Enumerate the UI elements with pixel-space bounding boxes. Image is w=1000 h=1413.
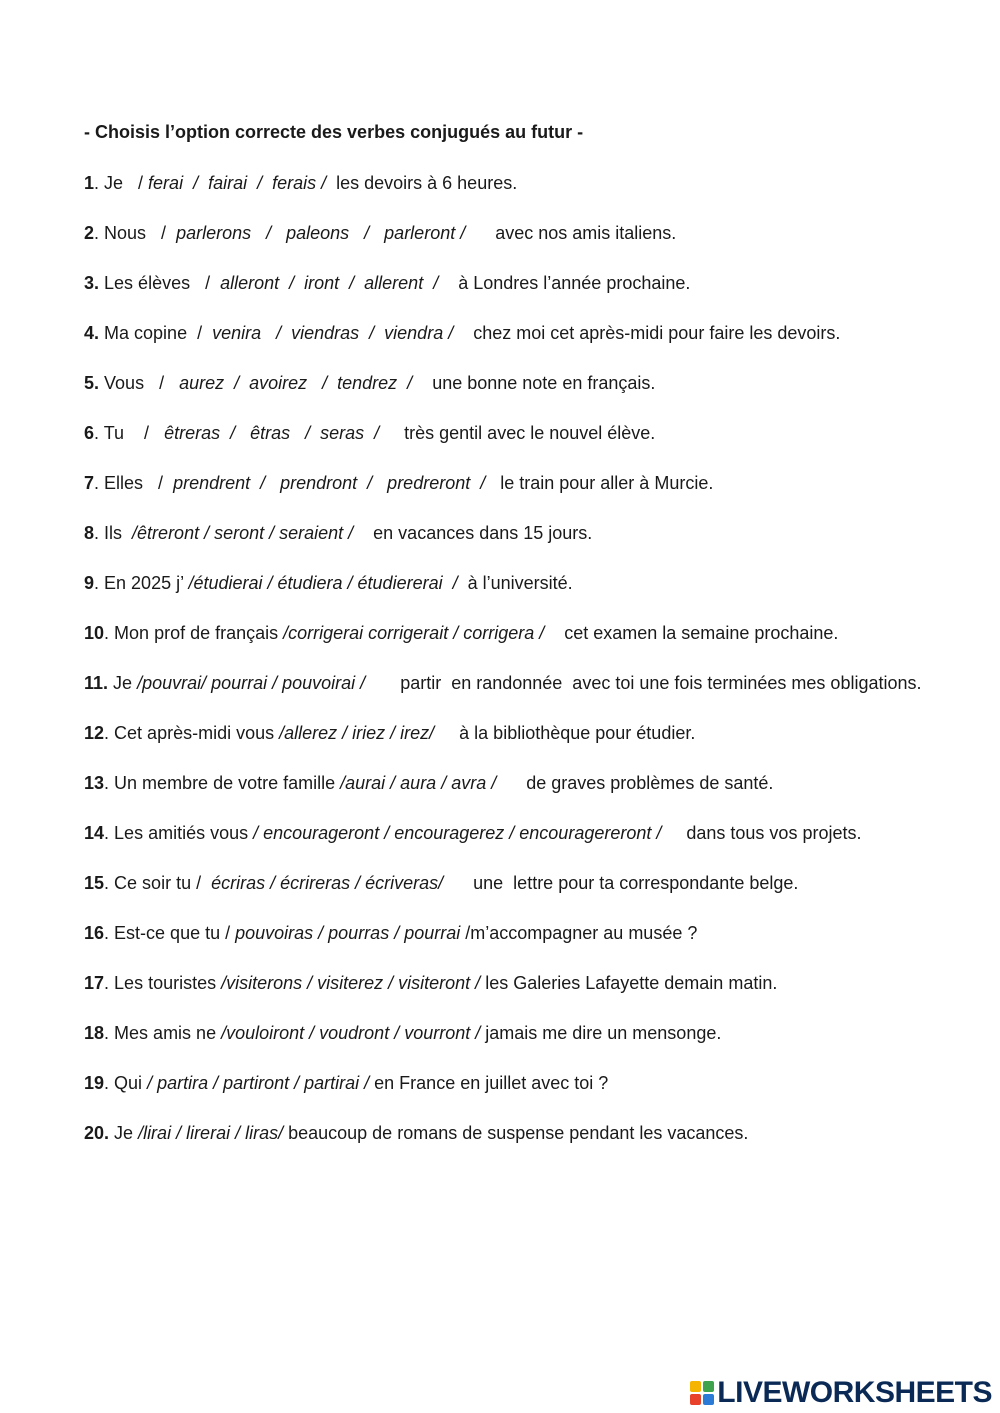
question-continuation: chez moi cet après-midi pour faire les devoirs. — [453, 323, 841, 343]
question-separator: . — [94, 523, 105, 543]
worksheet-title: - Choisis l’option correcte des verbes conjugués au futur - — [84, 122, 584, 142]
question-item — [84, 1020, 944, 1046]
question-separator: . — [94, 173, 105, 193]
question-prompt: Les amitiés vous — [114, 823, 254, 843]
question-item — [84, 770, 944, 796]
logo-tile-yellow — [690, 1381, 701, 1392]
question-item — [84, 1120, 944, 1146]
question-continuation: cet examen la semaine prochaine. — [544, 623, 839, 643]
question-number: 12 — [84, 723, 105, 743]
question-options[interactable]: /étudierai / étudiera / étudiererai / — [188, 573, 458, 593]
question-options[interactable]: /visiterons / visiterez / visiteront / — [221, 973, 481, 993]
question-prompt: Mon prof de français — [114, 623, 284, 643]
question-continuation: les Galeries Lafayette demain matin. — [480, 973, 778, 993]
question-number: 11. — [84, 673, 109, 693]
worksheet — [84, 120, 944, 1170]
question-item — [84, 520, 944, 546]
question-prompt: Je / — [104, 173, 149, 193]
question-number: 1 — [84, 173, 95, 193]
question-prompt: Nous / — [104, 223, 177, 243]
question-options[interactable]: /êtreront / seront / seraient / — [132, 523, 354, 543]
question-options[interactable]: /lirai / lirerai / liras/ — [138, 1123, 284, 1143]
question-item — [84, 570, 944, 596]
question-item — [84, 270, 944, 296]
question-options[interactable]: parlerons / paleons / parleront / — [176, 223, 466, 243]
question-prompt: Les élèves / — [104, 273, 221, 293]
question-number: 7 — [84, 473, 95, 493]
question-continuation: très gentil avec le nouvel élève. — [379, 423, 656, 443]
logo-tile-red — [690, 1394, 701, 1405]
question-prompt: Elles / — [104, 473, 174, 493]
question-item — [84, 220, 944, 246]
question-continuation: jamais me dire un mensonge. — [480, 1023, 722, 1043]
question-options[interactable]: prendrent / prendront / predreront / — [173, 473, 486, 493]
question-options[interactable]: /corrigerai corrigerait / corrigera / — [283, 623, 545, 643]
question-number: 18 — [84, 1023, 105, 1043]
question-number: 15 — [84, 873, 105, 893]
question-separator: . — [104, 1023, 115, 1043]
question-continuation: dans tous vos projets. — [661, 823, 862, 843]
question-continuation: avec nos amis italiens. — [465, 223, 677, 243]
question-separator: . — [94, 573, 105, 593]
question-prompt: Je — [113, 673, 138, 693]
question-separator: . — [104, 823, 115, 843]
question-continuation: en vacances dans 15 jours. — [353, 523, 593, 543]
question-list — [84, 170, 944, 1146]
question-prompt: Les touristes — [114, 973, 222, 993]
question-number: 20. — [84, 1123, 110, 1143]
question-prompt: Tu / — [103, 423, 165, 443]
question-item — [84, 1070, 944, 1096]
question-options[interactable]: pouvoiras / pourras / pourrai — [235, 923, 461, 943]
question-options[interactable]: écriras / écrireras / écriveras/ — [211, 873, 444, 893]
question-item — [84, 820, 944, 846]
question-options[interactable]: êtreras / êtras / seras / — [164, 423, 380, 443]
question-item — [84, 920, 944, 946]
question-number: 17 — [84, 973, 105, 993]
logo-tile-green — [703, 1381, 714, 1392]
liveworksheets-logo-icon — [690, 1381, 714, 1405]
question-separator: . — [94, 223, 105, 243]
question-separator: . — [104, 1073, 115, 1093]
question-prompt: Ce soir tu / — [114, 873, 212, 893]
question-number: 5. — [84, 373, 100, 393]
question-continuation: une lettre pour ta correspondante belge. — [443, 873, 799, 893]
question-prompt: Qui — [114, 1073, 148, 1093]
question-item — [84, 720, 944, 746]
question-continuation: les devoirs à 6 heures. — [326, 173, 518, 193]
question-number: 10 — [84, 623, 105, 643]
question-prompt: Cet après-midi vous — [114, 723, 280, 743]
question-continuation: à Londres l’année prochaine. — [438, 273, 691, 293]
question-number: 3. — [84, 273, 100, 293]
question-item — [84, 320, 944, 346]
question-item — [84, 170, 944, 196]
question-prompt: Ils — [104, 523, 133, 543]
question-number: 14 — [84, 823, 105, 843]
question-item — [84, 970, 944, 996]
question-continuation: à l’université. — [457, 573, 573, 593]
question-options[interactable]: /vouloiront / voudront / vourront / — [221, 1023, 481, 1043]
question-prompt: En 2025 j’ — [104, 573, 189, 593]
question-item — [84, 470, 944, 496]
question-separator: . — [94, 423, 104, 443]
question-prompt: Mes amis ne — [114, 1023, 222, 1043]
question-number: 19 — [84, 1073, 105, 1093]
question-continuation: en France en juillet avec toi ? — [369, 1073, 609, 1093]
question-item — [84, 870, 944, 896]
brand-text: LIVEWORKSHEETS — [717, 1376, 992, 1409]
question-item — [84, 620, 944, 646]
question-prompt: Je — [114, 1123, 139, 1143]
question-prompt: Ma copine / — [104, 323, 213, 343]
question-number: 13 — [84, 773, 105, 793]
question-prompt: Vous / — [104, 373, 180, 393]
question-continuation: le train pour aller à Murcie. — [485, 473, 714, 493]
question-separator: . — [104, 773, 115, 793]
question-prompt: Est-ce que tu / — [114, 923, 236, 943]
logo-tile-blue — [703, 1394, 714, 1405]
question-separator: . — [104, 973, 115, 993]
question-number: 16 — [84, 923, 105, 943]
question-item — [84, 370, 944, 396]
question-prompt: Un membre de votre famille — [114, 773, 341, 793]
question-number: 4. — [84, 323, 100, 343]
question-continuation: une bonne note en français. — [412, 373, 656, 393]
question-separator: . — [104, 723, 115, 743]
question-options[interactable]: / partira / partiront / partirai / — [147, 1073, 370, 1093]
question-continuation: à la bibliothèque pour étudier. — [434, 723, 696, 743]
question-options[interactable]: aurez / avoirez / tendrez / — [179, 373, 413, 393]
question-options[interactable]: / encourageront / encouragerez / encouragereront / — [253, 823, 662, 843]
question-separator: . — [104, 873, 115, 893]
question-separator: . — [104, 623, 115, 643]
question-item — [84, 420, 944, 446]
question-continuation: /m’accompagner au musée ? — [460, 923, 698, 943]
question-continuation: partir en randonnée avec toi une fois terminées mes obligations. — [365, 673, 922, 693]
question-number: 8 — [84, 523, 95, 543]
question-number: 6 — [84, 423, 95, 443]
question-options[interactable]: venira / viendras / viendra / — [212, 323, 454, 343]
question-continuation: de graves problèmes de santé. — [496, 773, 774, 793]
question-options[interactable]: /allerez / iriez / irez/ — [279, 723, 435, 743]
question-item — [84, 670, 944, 696]
liveworksheets-branding — [690, 1377, 992, 1409]
question-number: 9 — [84, 573, 95, 593]
question-number: 2 — [84, 223, 95, 243]
question-options[interactable]: ferai / fairai / ferais / — [148, 173, 327, 193]
question-separator: . — [94, 473, 105, 493]
question-options[interactable]: /aurai / aura / avra / — [340, 773, 497, 793]
question-options[interactable]: /pouvrai/ pourrai / pouvoirai / — [137, 673, 366, 693]
question-continuation: beaucoup de romans de suspense pendant les vacances. — [283, 1123, 749, 1143]
question-separator: . — [104, 923, 115, 943]
question-options[interactable]: alleront / iront / allerent / — [220, 273, 439, 293]
